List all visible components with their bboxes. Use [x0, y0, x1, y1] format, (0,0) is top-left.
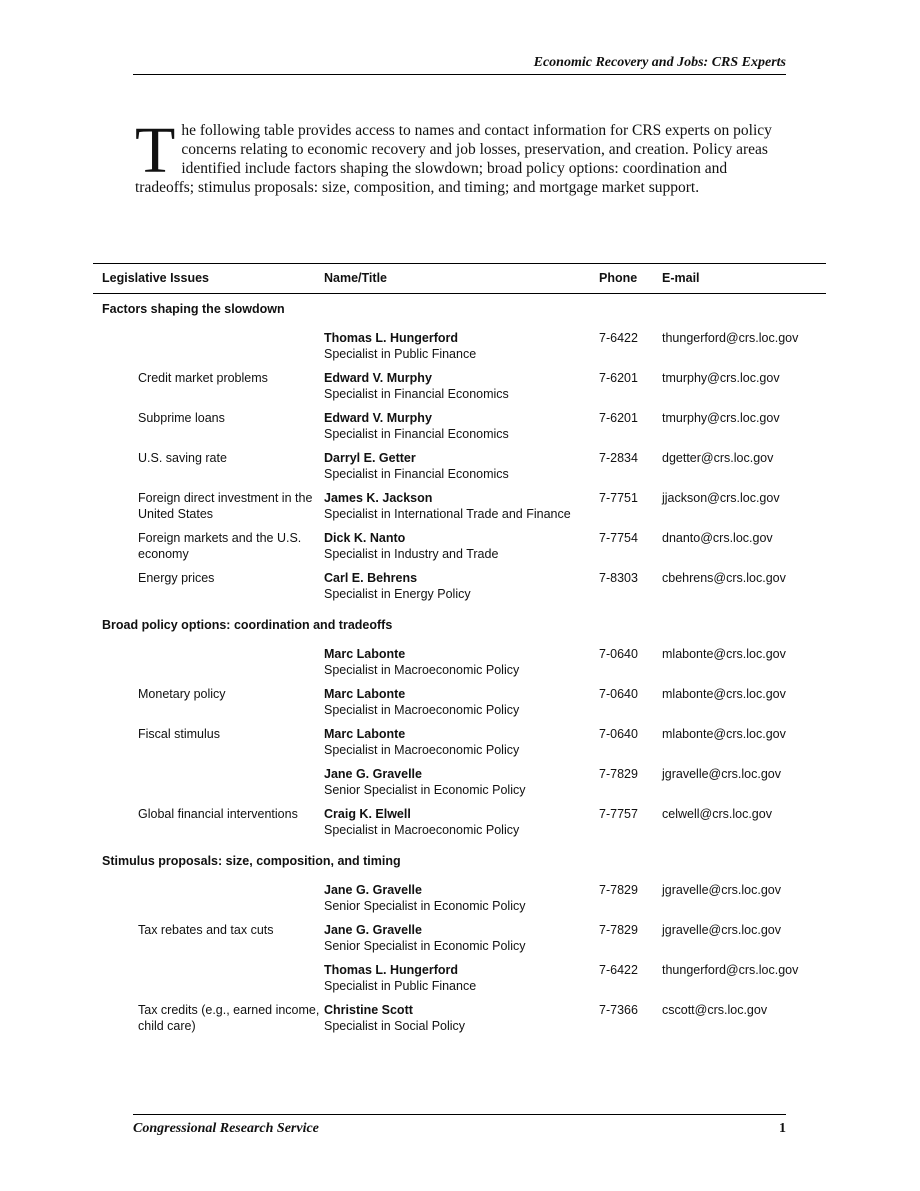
section-header-row — [93, 610, 826, 646]
expert-name: Dick K. Nanto — [324, 531, 406, 545]
email-cell: mlabonte@crs.loc.gov — [662, 687, 786, 701]
table-row — [93, 686, 826, 726]
issue-text: Tax credits (e.g., earned income, child care) — [138, 1003, 320, 1033]
name-title-cell — [324, 806, 599, 846]
name-title-cell — [324, 450, 599, 490]
section-header-row — [93, 294, 826, 331]
phone-cell: 7-7829 — [599, 883, 638, 897]
experts-table — [93, 263, 826, 1042]
issue-text: Foreign markets and the U.S. economy — [138, 531, 302, 561]
drop-cap: T — [135, 114, 176, 187]
phone-cell: 7-2834 — [599, 451, 638, 465]
issue-cell — [93, 530, 324, 570]
email-cell: dgetter@crs.loc.gov — [662, 451, 774, 465]
email-cell: cbehrens@crs.loc.gov — [662, 571, 786, 585]
issue-cell — [93, 490, 324, 530]
issue-cell — [93, 686, 324, 726]
table-row — [93, 1002, 826, 1042]
table-row — [93, 766, 826, 806]
expert-name: Jane G. Gravelle — [324, 923, 422, 937]
expert-name: Edward V. Murphy — [324, 411, 432, 425]
issue-cell — [93, 962, 324, 1002]
issue-cell — [93, 646, 324, 686]
issue-cell — [93, 766, 324, 806]
experts-table-container — [93, 263, 826, 1042]
col-header-issues: Legislative Issues — [93, 264, 324, 294]
footer-org: Congressional Research Service — [133, 1121, 319, 1136]
expert-title: Senior Specialist in Economic Policy — [324, 783, 526, 797]
name-title-cell — [324, 962, 599, 1002]
name-title-cell — [324, 530, 599, 570]
expert-name: Marc Labonte — [324, 647, 406, 661]
section-title: Stimulus proposals: size, composition, and timing — [102, 854, 401, 868]
phone-cell: 7-6422 — [599, 331, 638, 345]
issue-cell — [93, 882, 324, 922]
page-number: 1 — [779, 1121, 786, 1136]
section-title: Factors shaping the slowdown — [102, 302, 285, 316]
name-title-cell — [324, 410, 599, 450]
phone-cell: 7-7751 — [599, 491, 638, 505]
table-row — [93, 370, 826, 410]
issue-text: Global financial interventions — [138, 807, 298, 821]
expert-name: Darryl E. Getter — [324, 451, 416, 465]
issue-cell — [93, 726, 324, 766]
phone-cell: 7-6422 — [599, 963, 638, 977]
expert-name: Christine Scott — [324, 1003, 413, 1017]
expert-name: Edward V. Murphy — [324, 371, 432, 385]
name-title-cell — [324, 882, 599, 922]
name-title-cell — [324, 370, 599, 410]
intro-text: he following table provides access to names and contact information for CRS experts on policy concerns relating to economic recovery and job losses, preservation, and creation. Policy areas identified include factors shaping the slowdown; broad policy options: coordination and tradeoffs; stimulus proposals: size, composition, and timing; and mortgage market support. — [135, 122, 772, 196]
phone-cell: 7-0640 — [599, 727, 638, 741]
email-cell: cscott@crs.loc.gov — [662, 1003, 768, 1017]
col-header-email: E-mail — [662, 264, 826, 294]
issue-text: Foreign direct investment in the United States — [138, 491, 313, 521]
expert-title: Specialist in Macroeconomic Policy — [324, 663, 520, 677]
issue-cell — [93, 450, 324, 490]
issue-cell — [93, 370, 324, 410]
name-title-cell — [324, 922, 599, 962]
issue-cell — [93, 330, 324, 370]
phone-cell: 7-0640 — [599, 647, 638, 661]
page-footer — [133, 1114, 786, 1137]
name-title-cell — [324, 726, 599, 766]
table-header-row — [93, 264, 826, 294]
email-cell: thungerford@crs.loc.gov — [662, 963, 799, 977]
phone-cell: 7-7754 — [599, 531, 638, 545]
expert-title: Specialist in Energy Policy — [324, 587, 471, 601]
name-title-cell — [324, 646, 599, 686]
table-row — [93, 726, 826, 766]
table-row — [93, 410, 826, 450]
email-cell: tmurphy@crs.loc.gov — [662, 411, 780, 425]
phone-cell: 7-7829 — [599, 923, 638, 937]
expert-title: Specialist in Macroeconomic Policy — [324, 823, 520, 837]
phone-cell: 7-0640 — [599, 687, 638, 701]
expert-name: Jane G. Gravelle — [324, 883, 422, 897]
expert-name: Marc Labonte — [324, 687, 406, 701]
email-cell: mlabonte@crs.loc.gov — [662, 727, 786, 741]
expert-name: Carl E. Behrens — [324, 571, 418, 585]
phone-cell: 7-7757 — [599, 807, 638, 821]
name-title-cell — [324, 570, 599, 610]
expert-name: Thomas L. Hungerford — [324, 331, 459, 345]
email-cell: tmurphy@crs.loc.gov — [662, 371, 780, 385]
email-cell: mlabonte@crs.loc.gov — [662, 647, 786, 661]
issue-cell — [93, 410, 324, 450]
table-row — [93, 330, 826, 370]
expert-title: Specialist in Public Finance — [324, 347, 477, 361]
issue-cell — [93, 1002, 324, 1042]
table-row — [93, 646, 826, 686]
expert-title: Specialist in Financial Economics — [324, 427, 509, 441]
name-title-cell — [324, 766, 599, 806]
issue-text: U.S. saving rate — [138, 451, 227, 465]
issue-text: Monetary policy — [138, 687, 226, 701]
issue-text: Credit market problems — [138, 371, 268, 385]
name-title-cell — [324, 1002, 599, 1042]
expert-title: Specialist in Financial Economics — [324, 467, 509, 481]
email-cell: celwell@crs.loc.gov — [662, 807, 772, 821]
expert-title: Specialist in Public Finance — [324, 979, 477, 993]
expert-title: Specialist in Financial Economics — [324, 387, 509, 401]
section-header-row — [93, 846, 826, 882]
issue-text: Subprime loans — [138, 411, 225, 425]
email-cell: jjackson@crs.loc.gov — [662, 491, 780, 505]
table-row — [93, 806, 826, 846]
table-row — [93, 882, 826, 922]
issue-cell — [93, 570, 324, 610]
issue-cell — [93, 806, 324, 846]
expert-title: Specialist in International Trade and Finance — [324, 507, 571, 521]
col-header-phone: Phone — [599, 264, 662, 294]
table-row — [93, 570, 826, 610]
expert-name: Jane G. Gravelle — [324, 767, 422, 781]
issue-text: Tax rebates and tax cuts — [138, 923, 274, 937]
phone-cell: 7-6201 — [599, 411, 638, 425]
email-cell: thungerford@crs.loc.gov — [662, 331, 799, 345]
expert-name: Thomas L. Hungerford — [324, 963, 459, 977]
expert-title: Senior Specialist in Economic Policy — [324, 899, 526, 913]
expert-name: Marc Labonte — [324, 727, 406, 741]
name-title-cell — [324, 330, 599, 370]
name-title-cell — [324, 686, 599, 726]
table-row — [93, 962, 826, 1002]
expert-name: Craig K. Elwell — [324, 807, 411, 821]
running-header: Economic Recovery and Jobs: CRS Experts — [133, 55, 786, 75]
issue-text: Fiscal stimulus — [138, 727, 220, 741]
phone-cell: 7-7366 — [599, 1003, 638, 1017]
table-row — [93, 922, 826, 962]
section-title: Broad policy options: coordination and tradeoffs — [102, 618, 393, 632]
table-body — [93, 294, 826, 1043]
email-cell: jgravelle@crs.loc.gov — [662, 923, 781, 937]
phone-cell: 7-7829 — [599, 767, 638, 781]
email-cell: jgravelle@crs.loc.gov — [662, 883, 781, 897]
phone-cell: 7-8303 — [599, 571, 638, 585]
expert-title: Specialist in Macroeconomic Policy — [324, 703, 520, 717]
expert-title: Senior Specialist in Economic Policy — [324, 939, 526, 953]
table-row — [93, 450, 826, 490]
table-row — [93, 490, 826, 530]
email-cell: dnanto@crs.loc.gov — [662, 531, 773, 545]
expert-title: Specialist in Social Policy — [324, 1019, 466, 1033]
issue-cell — [93, 922, 324, 962]
phone-cell: 7-6201 — [599, 371, 638, 385]
name-title-cell — [324, 490, 599, 530]
expert-title: Specialist in Industry and Trade — [324, 547, 499, 561]
email-cell: jgravelle@crs.loc.gov — [662, 767, 781, 781]
col-header-name: Name/Title — [324, 264, 599, 294]
issue-text: Energy prices — [138, 571, 215, 585]
table-row — [93, 530, 826, 570]
intro-paragraph — [135, 114, 775, 197]
expert-name: James K. Jackson — [324, 491, 433, 505]
expert-title: Specialist in Macroeconomic Policy — [324, 743, 520, 757]
